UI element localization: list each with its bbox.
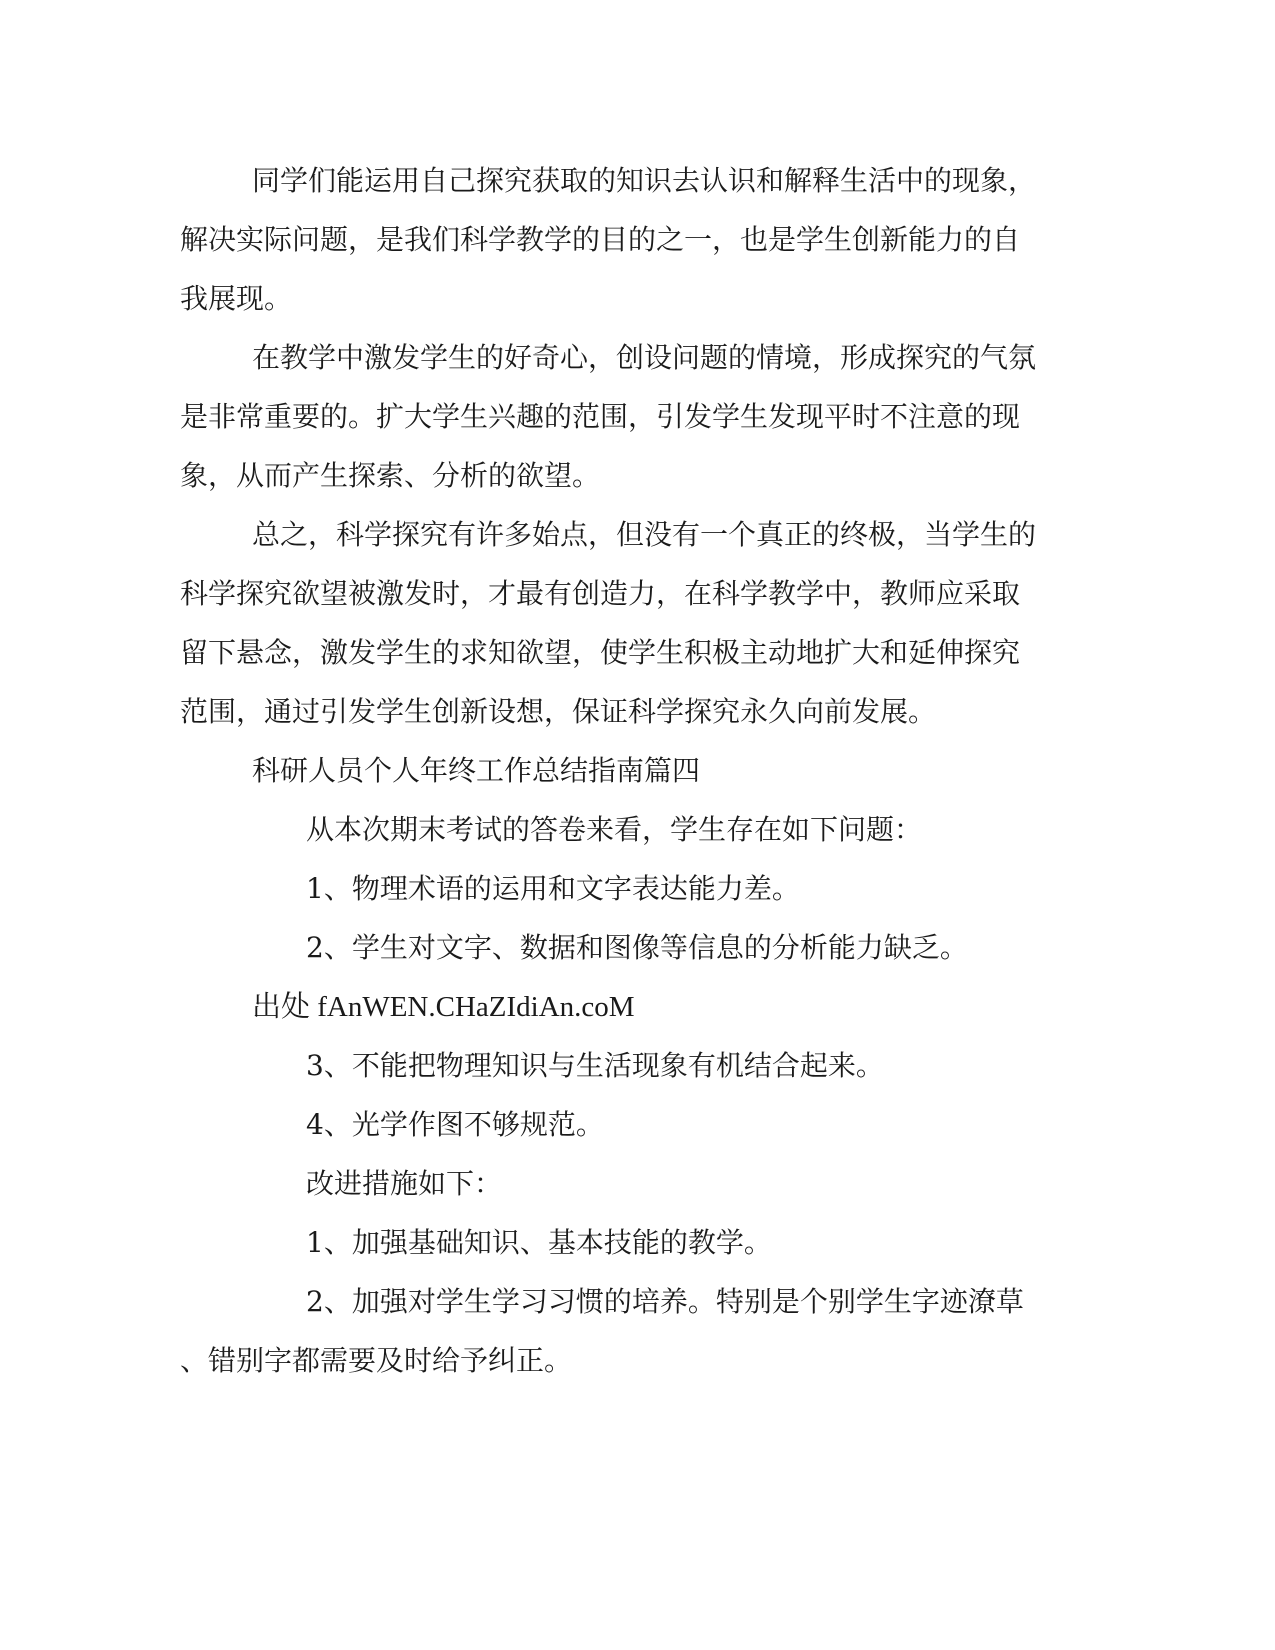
paragraph-3-line-1: 总之，科学探究有许多始点，但没有一个真正的终极，当学生的: [252, 518, 1037, 551]
problem-item-4: 4、光学作图不够规范。: [306, 1108, 604, 1141]
measure-item-2-line-2: 、错别字都需要及时给予纠正。: [180, 1344, 573, 1377]
paragraph-2-line-3: 象，从而产生探索、分析的欲望。: [180, 459, 601, 492]
problem-item-3: 3、不能把物理知识与生活现象有机结合起来。: [306, 1049, 884, 1082]
paragraph-1-line-3: 我展现。: [180, 282, 293, 315]
source-watermark-line: 出处 fAnWEN.CHaZIdiAn.coM: [252, 991, 635, 1023]
paragraph-3-line-3: 留下悬念，激发学生的求知欲望，使学生积极主动地扩大和延伸探究: [180, 636, 1021, 669]
paragraph-3-line-2: 科学探究欲望被激发时，才最有创造力，在科学教学中，教师应采取: [180, 577, 1021, 610]
measure-item-2-line-1: 2、加强对学生学习习惯的培养。特别是个别学生字迹潦草: [306, 1285, 1024, 1318]
problem-intro: 从本次期末考试的答卷来看，学生存在如下问题：: [306, 813, 923, 846]
problem-item-1: 1、物理术语的运用和文字表达能力差。: [306, 872, 800, 905]
section-heading: 科研人员个人年终工作总结指南篇四: [252, 754, 701, 787]
paragraph-1-line-2: 解决实际问题，是我们科学教学的目的之一，也是学生创新能力的自: [180, 223, 1021, 256]
paragraph-2-line-1: 在教学中激发学生的好奇心，创设问题的情境，形成探究的气氛: [252, 341, 1037, 374]
paragraph-3-line-4: 范围，通过引发学生创新设想，保证科学探究永久向前发展。: [180, 695, 937, 728]
measure-item-1: 1、加强基础知识、基本技能的教学。: [306, 1226, 772, 1259]
paragraph-1-line-1: 同学们能运用自己探究获取的知识去认识和解释生活中的现象，: [252, 164, 1037, 197]
problem-item-2: 2、学生对文字、数据和图像等信息的分析能力缺乏。: [306, 931, 968, 964]
measures-intro: 改进措施如下：: [306, 1167, 503, 1200]
paragraph-2-line-2: 是非常重要的。扩大学生兴趣的范围，引发学生发现平时不注意的现: [180, 400, 1021, 433]
